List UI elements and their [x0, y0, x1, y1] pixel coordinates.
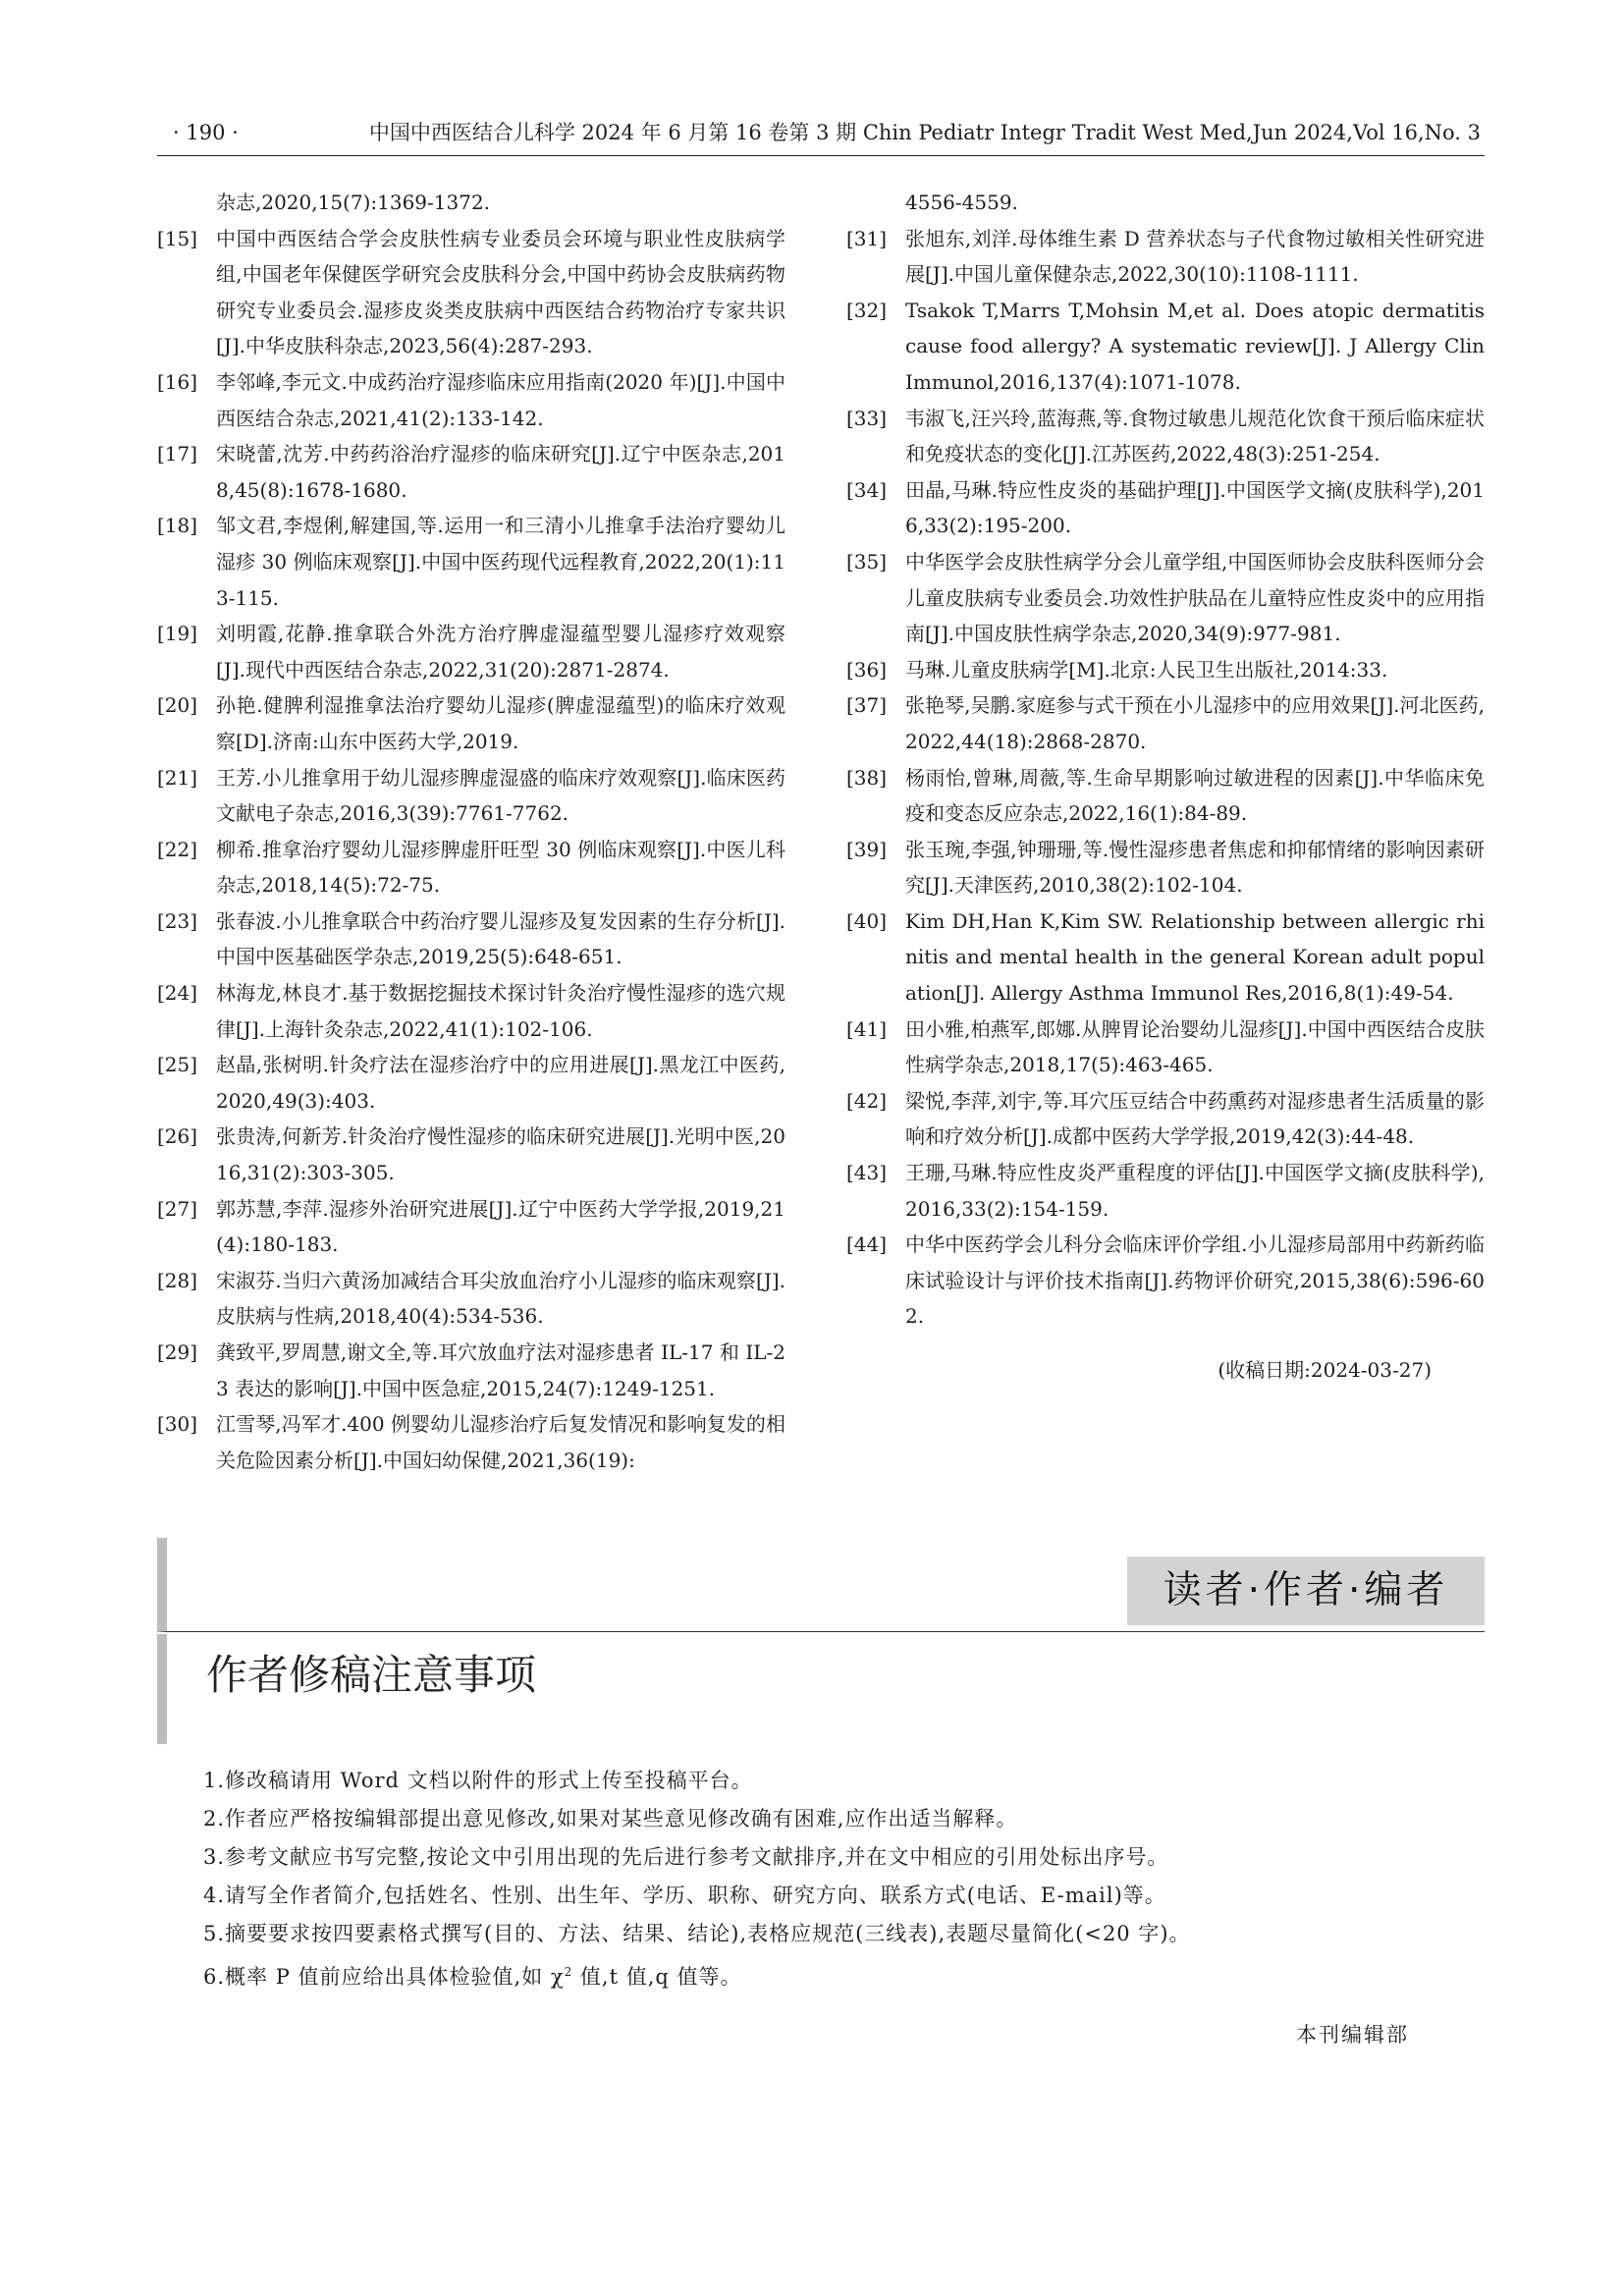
reference-number: [37] — [846, 693, 888, 718]
reference-number: [31] — [846, 226, 888, 250]
page-header — [157, 116, 1485, 156]
reference-number: [41] — [846, 1016, 888, 1041]
reference-number: [20] — [157, 693, 198, 718]
reference-item — [846, 293, 1485, 401]
reference-item — [846, 472, 1485, 544]
reference-text: 田晶,马琳.特应性皮炎的基础护理[J].中国医学文摘(皮肤科学),2016,33(2):195-200. — [905, 477, 1485, 538]
reference-text: 宋淑芬.当归六黄汤加减结合耳尖放血治疗小儿湿疹的临床观察[J].皮肤病与性病,2018,40(4):534-536. — [216, 1268, 785, 1329]
reference-item — [846, 652, 1485, 688]
reference-number: [40] — [846, 908, 888, 933]
editorial-signature: 本刊编辑部 — [1296, 2023, 1409, 2047]
reference-item — [846, 1011, 1485, 1083]
reference-text: 赵晶,张树明.针灸疗法在湿疹治疗中的应用进展[J].黑龙江中医药,2020,49(3):403. — [216, 1053, 785, 1113]
reference-number: [26] — [157, 1124, 198, 1149]
reference-text: 田小雅,柏燕军,郎娜.从脾胃论治婴幼儿湿疹[J].中国中西医结合皮肤性病学杂志,2018,17(5):463-465. — [905, 1016, 1485, 1077]
reference-item — [846, 401, 1485, 472]
reference-text: 孙艳.健脾利湿推拿法治疗婴幼儿湿疹(脾虚湿蕴型)的临床疗效观察[D].济南:山东中医药大学,2019. — [216, 693, 785, 753]
reference-text: 梁悦,李萍,刘宇,等.耳穴压豆结合中药熏药对湿疹患者生活质量的影响和疗效分析[J].成都中医药大学学报,2019,42(3):44-48. — [905, 1088, 1485, 1149]
reference-item — [157, 687, 785, 759]
reference-number: [17] — [157, 442, 198, 466]
reference-list-right — [846, 185, 1485, 1388]
reference-text: 王芳.小儿推拿用于幼儿湿疹脾虚湿盛的临床疗效观察[J].临床医药文献电子杂志,2016,3(39):7761-7762. — [216, 765, 785, 826]
reference-item — [157, 436, 785, 508]
reference-text: 张春波.小儿推拿联合中药治疗婴儿湿疹及复发因素的生存分析[J].中国中医基础医学杂志,2019,25(5):648-651. — [216, 908, 785, 969]
reference-text: 杨雨怡,曾琳,周薇,等.生命早期影响过敏进程的因素[J].中华临床免疫和变态反应杂志,2022,16(1):84-89. — [905, 765, 1485, 826]
reference-text: 柳希.推拿治疗婴幼儿湿疹脾虚肝旺型 30 例临床观察[J].中医儿科杂志,2018,14(5):72-75. — [216, 837, 785, 898]
page-number: · 190 · — [173, 121, 239, 144]
reference-item — [157, 616, 785, 687]
reference-item — [846, 1083, 1485, 1155]
reference-item — [157, 1047, 785, 1119]
notice-title-accent — [157, 1634, 167, 1744]
notice-item: 2.作者应严格按编辑部提出意见修改,如果对某些意见修改确有困难,应作出适当解释。 — [203, 1807, 1018, 1831]
notice-item: 1.修改稿请用 Word 文档以附件的形式上传至投稿平台。 — [203, 1769, 753, 1792]
reference-item — [157, 1119, 785, 1190]
reference-number: [22] — [157, 837, 198, 861]
section-tag: 读者·作者·编者 — [1127, 1557, 1485, 1625]
reference-text: 中国中西医结合学会皮肤性病专业委员会环境与职业性皮肤病学组,中国老年保健医学研究会皮肤科分会,中国中药协会皮肤病药物研究专业委员会.湿疹皮炎类皮肤病中西医结合药物治疗专家共识[J].中华皮肤科杂志,2023,56(4):287-293. — [216, 226, 785, 358]
reference-text: 邹文君,李煜俐,解建国,等.运用一和三清小儿推拿手法治疗婴幼儿湿疹 30 例临床观察[J].中国中医药现代远程教育,2022,20(1):113-115. — [216, 514, 785, 610]
reference-number: [24] — [157, 981, 198, 1006]
reference-number: [44] — [846, 1232, 888, 1257]
reference-text: 王珊,马琳.特应性皮炎严重程度的评估[J].中国医学文摘(皮肤科学),2016,33(2):154-159. — [905, 1161, 1485, 1221]
reference-text: 郭苏慧,李萍.湿疹外治研究进展[J].辽宁中医药大学学报,2019,21(4):180-183. — [216, 1196, 785, 1257]
reference-text: 张玉琬,李强,钟珊珊,等.慢性湿疹患者焦虑和抑郁情绪的影响因素研究[J].天津医药,2010,38(2):102-104. — [905, 837, 1485, 898]
reference-list-left — [157, 185, 785, 1478]
reference-item — [157, 832, 785, 903]
reference-number: [39] — [846, 837, 888, 861]
reference-text: 宋晓蕾,沈芳.中药药浴治疗湿疹的临床研究[J].辽宁中医杂志,2018,45(8):1678-1680. — [216, 442, 785, 502]
reference-item — [157, 975, 785, 1047]
reference-number: [21] — [157, 765, 198, 790]
reference-number: [35] — [846, 549, 888, 574]
section-header-bar — [157, 1538, 1485, 1632]
reference-item — [157, 1191, 785, 1263]
reference-text: 杂志,2020,15(7):1369-1372. — [216, 191, 491, 214]
reference-number: [33] — [846, 406, 888, 430]
reference-text: 张贵涛,何新芳.针灸治疗慢性湿疹的临床研究进展[J].光明中医,2016,31(2):303-305. — [216, 1124, 785, 1185]
reference-text: 刘明霞,花静.推拿联合外洗方治疗脾虚湿蕴型婴儿湿疹疗效观察[J].现代中西医结合杂志,2022,31(20):2871-2874. — [216, 622, 785, 682]
reference-number: [29] — [157, 1340, 198, 1364]
reference-item — [846, 544, 1485, 652]
notice-title: 作者修稿注意事项 — [206, 1651, 537, 1699]
reference-item — [157, 903, 785, 975]
reference-number: [34] — [846, 477, 888, 502]
notice-item: 4.请写全作者简介,包括姓名、性别、出生年、学历、职称、研究方向、联系方式(电话、E-mail)等。 — [203, 1884, 1166, 1907]
reference-number: [32] — [846, 298, 888, 322]
notice-list — [203, 1762, 1480, 1996]
reference-number: [28] — [157, 1268, 198, 1292]
reference-number: [16] — [157, 369, 198, 394]
reference-text: 林海龙,林良才.基于数据挖掘技术探讨针灸治疗慢性湿疹的选穴规律[J].上海针灸杂志,2022,41(1):102-106. — [216, 981, 785, 1041]
reference-item — [157, 1335, 785, 1406]
reference-number: [23] — [157, 908, 198, 933]
reference-text: 张艳琴,吴鹏.家庭参与式干预在小儿湿疹中的应用效果[J].河北医药,2022,44(18):2868-2870. — [905, 693, 1485, 753]
reference-text: 4556-4559. — [905, 191, 1018, 214]
reference-number: [15] — [157, 226, 198, 250]
reference-item — [846, 903, 1485, 1011]
reference-item — [157, 185, 785, 221]
reference-number: [36] — [846, 657, 888, 682]
reference-number: [27] — [157, 1196, 198, 1221]
notice6-post: 值,t 值,q 值等。 — [572, 1965, 742, 1989]
reference-item — [157, 1406, 785, 1478]
reference-item — [157, 364, 785, 436]
reference-item — [846, 687, 1485, 759]
reference-number: [43] — [846, 1161, 888, 1185]
reference-text: Kim DH,Han K,Kim SW. Relationship between allergic rhinitis and mental health in the general Korean adult population[J]. Allergy Asthma Immunol Res,2016,8(1):49-54. — [905, 908, 1485, 1006]
reference-item — [846, 760, 1485, 832]
chi-square-superscript: 2 — [564, 1965, 573, 1979]
notice-item: 3.参考文献应书写完整,按论文中引用出现的先后进行参考文献排序,并在文中相应的引用处标出序号。 — [203, 1845, 1169, 1869]
reference-text: 中华医学会皮肤性病学分会儿童学组,中国医师协会皮肤科医师分会儿童皮肤病专业委员会.功效性护肤品在儿童特应性皮炎中的应用指南[J].中国皮肤性病学杂志,2020,34(9):977-981. — [905, 549, 1485, 646]
reference-text: 张旭东,刘洋.母体维生素 D 营养状态与子代食物过敏相关性研究进展[J].中国儿童保健杂志,2022,30(10):1108-1111. — [905, 226, 1485, 287]
received-date: (收稿日期:2024-03-27) — [1217, 1358, 1432, 1382]
reference-item — [157, 760, 785, 832]
reference-text: Tsakok T,Marrs T,Mohsin M,et al. Does atopic dermatitis cause food allergy? A systematic review[J]. J Allergy Clin Immunol,2016,137(4):1071-1078. — [905, 298, 1485, 394]
reference-item — [846, 185, 1485, 221]
reference-number: [19] — [157, 622, 198, 646]
reference-number: [25] — [157, 1053, 198, 1077]
notice6-pre: 6.概率 P 值前应给出具体检验值,如 χ — [203, 1965, 565, 1989]
reference-item — [157, 508, 785, 616]
reference-number: [18] — [157, 514, 198, 538]
reference-item — [846, 832, 1485, 903]
journal-running-title: 中国中西医结合儿科学 2024 年 6 月第 16 卷第 3 期 Chin Pediatr Integr Tradit West Med,Jun 2024,Vol 16,No. 3 — [368, 121, 1481, 144]
reference-number: [30] — [157, 1412, 198, 1437]
reference-number: [42] — [846, 1088, 888, 1113]
reference-text: 韦淑飞,汪兴玲,蓝海燕,等.食物过敏患儿规范化饮食干预后临床症状和免疫状态的变化[J].江苏医药,2022,48(3):251-254. — [905, 406, 1485, 466]
notice-item: 5.摘要要求按四要素格式撰写(目的、方法、结果、结论),表格应规范(三线表),表题尽量简化(<20 字)。 — [203, 1922, 1191, 1945]
reference-item — [157, 221, 785, 364]
reference-item — [846, 1155, 1485, 1227]
reference-item — [846, 221, 1485, 293]
reference-text: 江雪琴,冯军才.400 例婴幼儿湿疹治疗后复发情况和影响复发的相关危险因素分析[J].中国妇幼保健,2021,36(19): — [216, 1412, 785, 1472]
reference-text: 中华中医药学会儿科分会临床评价学组.小儿湿疹局部用中药新药临床试验设计与评价技术指南[J].药物评价研究,2015,38(6):596-602. — [905, 1232, 1485, 1329]
reference-text: 马琳.儿童皮肤病学[M].北京:人民卫生出版社,2014:33. — [905, 657, 1388, 682]
reference-text: 李邻峰,李元文.中成药治疗湿疹临床应用指南(2020 年)[J].中国中西医结合杂志,2021,41(2):133-142. — [216, 369, 785, 430]
reference-item — [157, 1263, 785, 1335]
reference-item — [846, 1227, 1485, 1335]
reference-number: [38] — [846, 765, 888, 790]
notice-item — [203, 1953, 1480, 1996]
reference-text: 龚致平,罗周慧,谢文全,等.耳穴放血疗法对湿疹患者 IL-17 和 IL-23 表达的影响[J].中国中医急症,2015,24(7):1249-1251. — [216, 1340, 785, 1400]
